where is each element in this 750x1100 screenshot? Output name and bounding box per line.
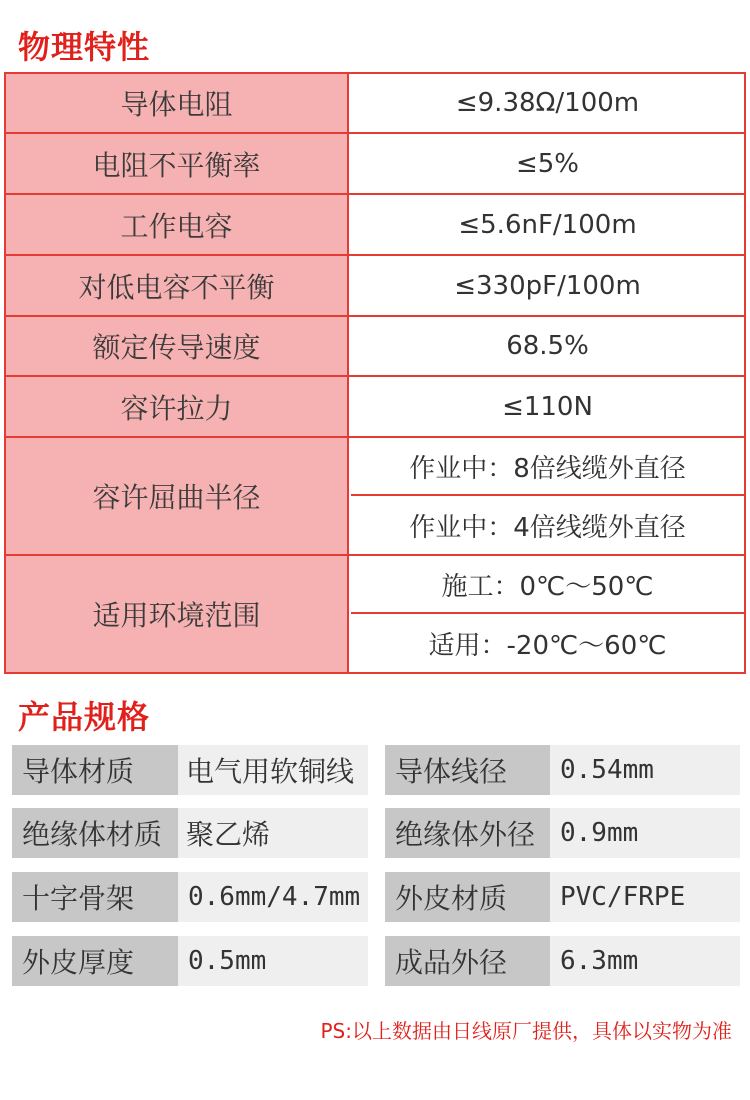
property-label: 额定传导速度 [6, 317, 349, 375]
property-value: 作业中：8倍线缆外直径 [351, 438, 744, 496]
property-label: 工作电容 [6, 195, 349, 254]
property-value: ≤110N [502, 391, 593, 422]
spec-value: 0.6mm/4.7mm [178, 872, 368, 922]
spec-value: 0.9mm [550, 808, 740, 858]
property-label: 电阻不平衡率 [6, 134, 349, 193]
property-label: 导体电阻 [6, 74, 349, 132]
spec-value: 0.54mm [550, 745, 740, 795]
spec-key: 绝缘体材质 [12, 808, 178, 858]
spec-value: 电气用软铜线 [178, 745, 368, 795]
property-label: 对低电容不平衡 [6, 256, 349, 315]
property-value: 作业中：4倍线缆外直径 [409, 512, 686, 543]
table-row [6, 438, 744, 556]
spec-value: 6.3mm [550, 936, 740, 986]
physical-properties-title: 物理特性 [18, 28, 151, 66]
table-row [6, 317, 744, 377]
table-row [6, 195, 744, 256]
footnote: PS:以上数据由日线原厂提供，具体以实物为准 [320, 1019, 732, 1043]
spec-key: 外皮厚度 [12, 936, 178, 986]
spec-value: PVC/FRPE [550, 872, 740, 922]
property-value: ≤9.38Ω/100m [455, 88, 640, 118]
spec-key: 导体线径 [385, 745, 550, 795]
property-value: 适用：-20℃～60℃ [428, 630, 667, 661]
table-row [6, 74, 744, 134]
table-row [6, 556, 744, 672]
property-value: 68.5% [506, 331, 589, 361]
spec-key: 绝缘体外径 [385, 808, 550, 858]
table-row [6, 256, 744, 317]
table-row [6, 377, 744, 438]
spec-key: 外皮材质 [385, 872, 550, 922]
property-value: ≤5% [515, 148, 580, 179]
spec-key: 十字骨架 [12, 872, 178, 922]
property-label: 容许屈曲半径 [6, 438, 349, 554]
property-label: 容许拉力 [6, 377, 349, 436]
spec-value: 0.5mm [178, 936, 368, 986]
physical-properties-table [4, 72, 746, 674]
property-value: 施工：0℃～50℃ [351, 556, 744, 614]
table-row [6, 134, 744, 195]
product-spec-title: 产品规格 [18, 698, 151, 736]
spec-value: 聚乙烯 [178, 808, 368, 858]
property-value: ≤5.6nF/100m [458, 209, 637, 240]
spec-key: 导体材质 [12, 745, 178, 795]
property-value: ≤330pF/100m [454, 270, 641, 301]
spec-key: 成品外径 [385, 936, 550, 986]
property-label: 适用环境范围 [6, 556, 349, 672]
